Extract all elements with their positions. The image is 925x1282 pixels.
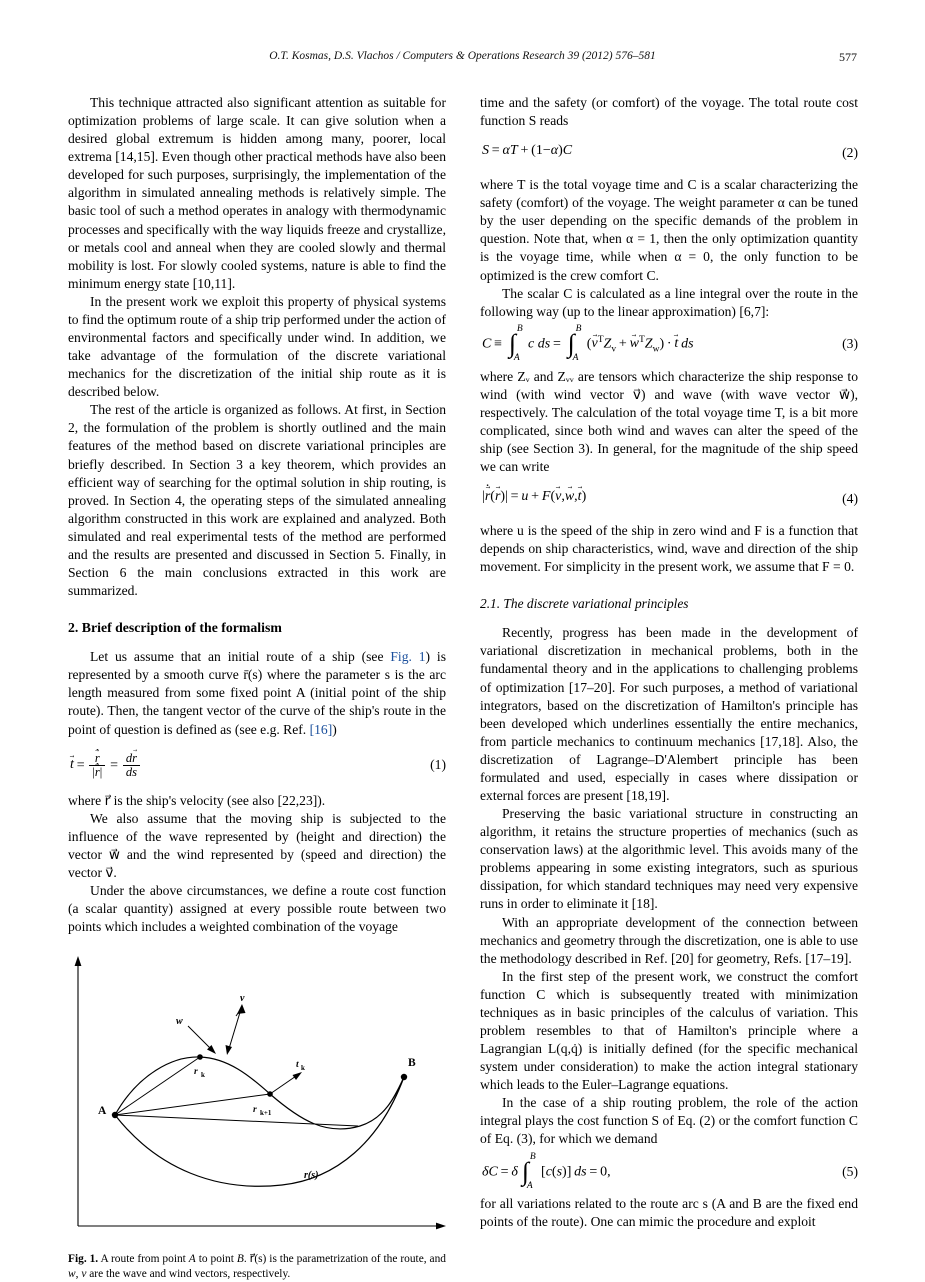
figure-1 [68, 954, 446, 1282]
equation-4 [480, 489, 858, 509]
figure-caption-a: A route from point [100, 1253, 189, 1266]
equation-5-body: δC = δ ∫ B A [c(s)] ds = 0, [482, 1151, 611, 1191]
right-column [480, 94, 858, 1282]
equation-4-number: (4) [842, 491, 858, 507]
subsection-heading: 2.1. The discrete variational principles [480, 596, 689, 612]
paragraph: This technique attracted also significant attention as suitable for optimization problems of large scale. It can give solution when a desired global extremum is hidden among many, poorer, local extrema [14,15]. Even though other practical methods have also been developed for such purposes, surprisingly, the implementation of the algorithm in simulated annealing methods is relatively simple. The basic tool of such a method operates in analogy with thermodynamic processes and specifically with the way liquids freeze and crystallize, or metals cool and anneal when they are cooled slowly and thermal mobility is lost. For slowly cooled systems, nature is able to find the minimum energy state [10,11]. [68, 95, 446, 291]
equation-3-body: C ≡ ∫ B A c ds = ∫ B A $(v \to^TZ_v + w \to^TZ_w) \cdot t$ → ds [480, 334, 694, 355]
paragraph: In the case of a ship routing problem, the role of the action integral plays the cost function S of Eq. (2) or the comfort function C of Eq. (3), for which we demand [480, 1095, 858, 1147]
figure-caption-d: , [75, 1268, 82, 1281]
paragraph: Recently, progress has been made in the development of variational discretization in mechanical problems, both in the fundamental theory and in the applications to challenging problems of optimization [17–20]. For such purposes, a method of variational integrators, based on the discretization of Hamilton's principle has been developed which underlines essentially the entire mechanics, from particle mechanics to continuum mechanics [17,18]. Also, the discretization of Lagrange–D'Alembert principle has been formulated and used, especially in cases where dissipation or external forces are present [18,19]. [480, 625, 858, 803]
paragraph-text-a: Let us assume that an initial route of a ship (see [90, 649, 391, 665]
figure-link[interactable]: Fig. 1 [390, 649, 426, 665]
two-column-body [68, 94, 857, 1282]
equation-1-body: t → = $\frac{r \to \cdot}{|r \to \cdot|}$ = $\frac{dr \to}{ds}$ [68, 752, 142, 779]
equation-2-number: (2) [842, 145, 858, 161]
figure-caption-e: are the wave and wind vectors, respectively. [86, 1268, 291, 1281]
figure-label-point-a: A [98, 1105, 107, 1118]
paragraph: Preserving the basic variational structure in constructing an algorithm, it retains the structure properties of mechanics (such as conservation laws) at the algorithmic level. This avoids many of the problems appearing in some existing integrators, such as spurious dissipation, for which standard techniques may need very expensive runs in order to eliminate it [18]. [480, 806, 858, 912]
running-head [68, 50, 857, 76]
paragraph: time and the safety (or comfort) of the voyage. The total route cost function S reads [480, 95, 858, 129]
paragraph: for all variations related to the route arc s (A and B are the fixed end points of the route). One can mimic the procedure and exploit [480, 1196, 858, 1230]
paragraph-with-figure-reference [68, 648, 446, 738]
figure-label-node-k: r [194, 1067, 198, 1078]
figure-label-tangent: t [296, 1060, 299, 1071]
figure-caption-italic-a: A [188, 1253, 196, 1266]
section-heading: 2. Brief description of the formalism [68, 620, 282, 636]
paragraph: where r⃗ is the ship's velocity (see also [22,23]). [68, 792, 326, 808]
figure-caption-italic-c: w [68, 1268, 76, 1281]
equation-5 [480, 1151, 858, 1191]
paragraph: We also assume that the moving ship is subjected to the influence of the wave represented by (height and direction) the vector w⃗ and the wind represented by (speed and direction) the vector v⃗. [68, 810, 446, 881]
equation-1 [68, 752, 446, 779]
paragraph: With an appropriate development of the connection between mechanics and geometry through the discretization, one is able to use the methodology described in Ref. [20] for geometry, Refs. [17–19]. [480, 914, 858, 966]
paragraph: The scalar C is calculated as a line integral over the route in the following way (up to the linear approximation) [6,7]: [480, 285, 858, 319]
figure-label-node-k-sub: k [201, 1071, 205, 1080]
paragraph: where T is the total voyage time and C is a scalar characterizing the safety (comfort) of the voyage. The weight parameter α can be tuned by the user depending on the specific demands of the problem in question. Note that, when α = 1, then the only optimization quantity is the voyage time, while when α = 0, the only function to be optimized is the crew comfort C. [480, 177, 858, 283]
paragraph: where Zᵥ and Zᵥᵥ are tensors which characterize the ship response to wind (with wind vector v⃗) and wave (with wave vector w⃗), respectively. The calculation of the total voyage time T, is a bit more complicated, since both wind and waves can alter the speed of the ship (see Section 3). In general, for the magnitude of the ship speed we can write [480, 368, 858, 474]
figure-caption-italic-d: v [81, 1268, 87, 1281]
figure-label-point-b: B [408, 1057, 416, 1070]
left-column [68, 94, 446, 1282]
equation-5-number: (5) [842, 1163, 858, 1179]
equation-1-number: (1) [430, 757, 446, 773]
reference-link[interactable]: [16] [309, 721, 333, 737]
equation-3-number: (3) [842, 336, 858, 352]
figure-caption [68, 1252, 446, 1282]
figure-caption-italic-b: B [236, 1253, 244, 1266]
paragraph-text-c: ) [332, 721, 337, 737]
figure-label-node-k1: r [253, 1105, 257, 1116]
figure-label-vector-w: w [176, 1016, 183, 1028]
equation-3 [480, 323, 858, 363]
figure-label-tangent-sub: k [301, 1064, 305, 1073]
paragraph: The rest of the article is organized as follows. At first, in Section 2, the formulation of the problem is shortly outlined and the main features of the method based on discrete variational principles are briefly described. In Section 3 a key theorem, which provides an efficient way of searching for the optimal solution in ship routing, is proved. In Section 4, the operating steps of the simulated annealing algorithm constructed in this work are explained and analyzed. Both simulated and real experimental tests of the method are performed and the results are presented and discussed in Section 5. Finally, in Section 6 the main conclusions extracted in this work are summarized. [68, 402, 446, 599]
page-number: 577 [839, 50, 857, 64]
figure-caption-label: Fig. 1. [68, 1253, 99, 1266]
paragraph: where u is the speed of the ship in zero wind and F is a function that depends on ship characteristics, wind, wave and direction of the ship movement. For simplicity in the present work, we assume that F = 0. [480, 523, 858, 575]
figure-label-vector-v: v [240, 993, 245, 1005]
figure-label-node-k1-sub: k+1 [260, 1109, 272, 1118]
figure-label-curve: r(s) [304, 1170, 319, 1182]
equation-4-body: |r → ·(r →)| = u + F(v →,w →,t →) [480, 489, 586, 505]
running-head-citation: O.T. Kosmas, D.S. Vlachos / Computers & Operations Research 39 (2012) 576–581 [269, 50, 656, 62]
paragraph: In the present work we exploit this property of physical systems to find the optimum route of a ship trip performed under the action of environmental factors and specifically under wind. In addition, we take advantage of the formulation of the discrete variational mechanics for the discretization of the initial ship route as it is described below. [68, 293, 446, 400]
paragraph-text-b: ) is represented by a smooth curve r̄(s) where the parameter s is the arc length measured from some fixed point A (initial point of the ship route). Then, the tangent vector of the curve of the ship's route in the point of question is defined as (see e.g. Ref. [68, 649, 446, 737]
paragraph: Under the above circumstances, we define a route cost function (a scalar quantity) assigned at every possible route between two points which includes a weighted combination of the voyage [68, 883, 446, 935]
paragraph: In the first step of the present work, we construct the comfort function C which is subsequently treated with minimization techniques as in basic principles of the calculus of variation. This problem resembles to that of Hamilton's principle where a Lagrangian L(q,q̇) is initially defined (for the specific mechanical system under consideration) to make the action integral stationary which leads to the Euler–Lagrange equations. [480, 968, 858, 1093]
figure-caption-c: . r⃗(s) is the parametrization of the route, and [243, 1253, 447, 1266]
equation-2 [480, 143, 858, 163]
figure-caption-b: to point [195, 1253, 237, 1266]
figure-1-graphic [68, 954, 446, 1244]
equation-2-body: S = αT + (1−α)C [482, 143, 573, 159]
